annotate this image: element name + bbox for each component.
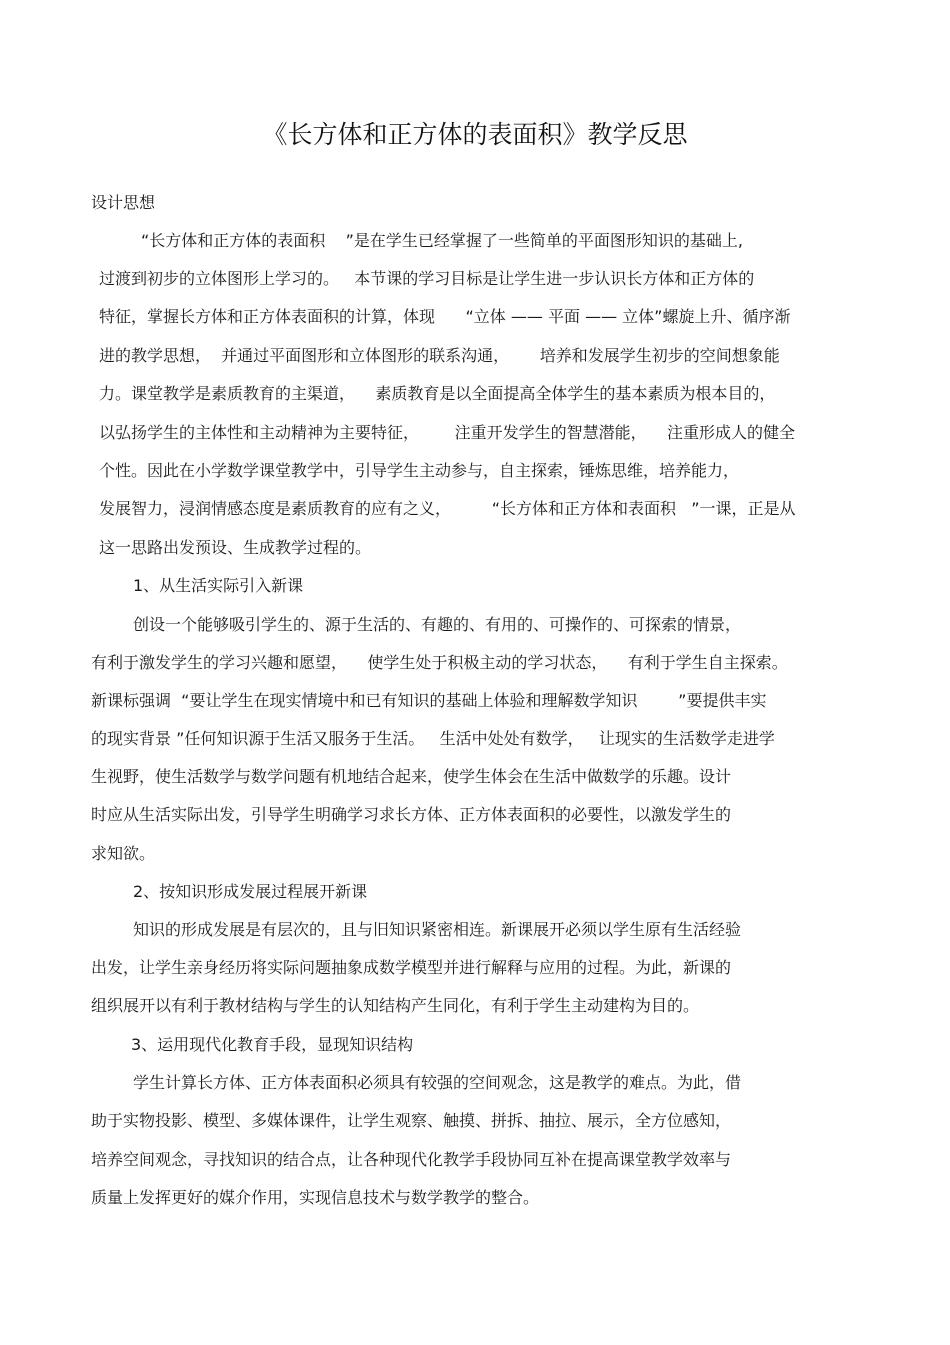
- section-2-heading: 2、按知识形成发展过程展开新课: [133, 882, 368, 901]
- paragraph-line: 这一思路出发预设、生成教学过程的。: [99, 538, 372, 557]
- paragraph-line: 发展智力，浸润情感态度是素质教育的应有之义， “长方体和正方体和表面积 ”一课，正是从: [99, 499, 796, 518]
- paragraph-line: 新课标强调 “要让学生在现实情境中和已有知识的基础上体验和理解数学知识 ”要提供丰实: [91, 691, 767, 710]
- paragraph-line: 个性。因此在小学数学课堂教学中，引导学生主动参与，自主探索，锤炼思维，培养能力，: [99, 461, 740, 480]
- paragraph-line: 有利于激发学生的学习兴趣和愿望， 使学生处于积极主动的学习状态， 有利于学生自主探索。: [91, 653, 788, 672]
- paragraph-line: 助于实物投影、模型、多媒体课件，让学生观察、触摸、拼拆、抽拉、展示，全方位感知，: [91, 1111, 732, 1130]
- paragraph-line: 生视野，使生活数学与数学问题有机地结合起来，使学生体会在生活中做数学的乐趣。设计: [91, 767, 732, 786]
- paragraph-line: 组织展开以有利于教材结构与学生的认知结构产生同化，有利于学生主动建构为目的。: [91, 996, 700, 1015]
- section-3-heading: 3、运用现代化教育手段，显现知识结构: [131, 1035, 414, 1054]
- paragraph-line: 质量上发挥更好的媒介作用，实现信息技术与数学教学的整合。: [91, 1188, 540, 1207]
- paragraph-line: 学生计算长方体、正方体表面积必须具有较强的空间观念，这是教学的难点。为此，借: [133, 1073, 742, 1092]
- paragraph-line: 创设一个能够吸引学生的、源于生活的、有趣的、有用的、可操作的、可探索的情景，: [133, 615, 742, 634]
- paragraph-line: 力。课堂教学是素质教育的主渠道， 素质教育是以全面提高全体学生的基本素质为根本目的，: [99, 384, 776, 403]
- section-heading: 设计思想: [91, 193, 156, 212]
- paragraph-line: 过渡到初步的立体图形上学习的。 本节课的学习目标是让学生进一步认识长方体和正方体的: [99, 269, 755, 288]
- paragraph-line: 时应从生活实际出发，引导学生明确学习求长方体、正方体表面积的必要性，以激发学生的: [91, 805, 732, 824]
- paragraph-line: 知识的形成发展是有层次的，且与旧知识紧密相连。新课展开必须以学生原有生活经验: [133, 920, 742, 939]
- paragraph-line: 培养空间观念，寻找知识的结合点，让各种现代化教学手段协同互补在提高课堂教学效率与: [91, 1150, 732, 1169]
- paragraph-line: 出发，让学生亲身经历将实际问题抽象成数学模型并进行解释与应用的过程。为此，新课的: [91, 958, 732, 977]
- paragraph-line: 以弘扬学生的主体性和主动精神为主要特征， 注重开发学生的智慧潜能， 注重形成人的健全: [99, 423, 795, 442]
- paragraph-line: “长方体和正方体的表面积 ”是在学生已经掌握了一些简单的平面图形知识的基础上,: [141, 231, 744, 250]
- document-title: 《长方体和正方体的表面积》教学反思: [262, 120, 688, 149]
- paragraph-line: 求知欲。: [91, 844, 156, 863]
- paragraph-line: 进的教学思想， 并通过平面图形和立体图形的联系沟通， 培养和发展学生初步的空间想象能: [99, 346, 780, 365]
- paragraph-line: 的现实背景 ”任何知识源于生活又服务于生活。 生活中处处有数学， 让现实的生活数学走进学: [91, 729, 775, 748]
- paragraph-line: 特征，掌握长方体和正方体表面积的计算，体现 “立体 —— 平面 —— 立体”螺旋上升、循序渐: [99, 307, 791, 326]
- section-1-heading: 1、从生活实际引入新课: [133, 576, 304, 595]
